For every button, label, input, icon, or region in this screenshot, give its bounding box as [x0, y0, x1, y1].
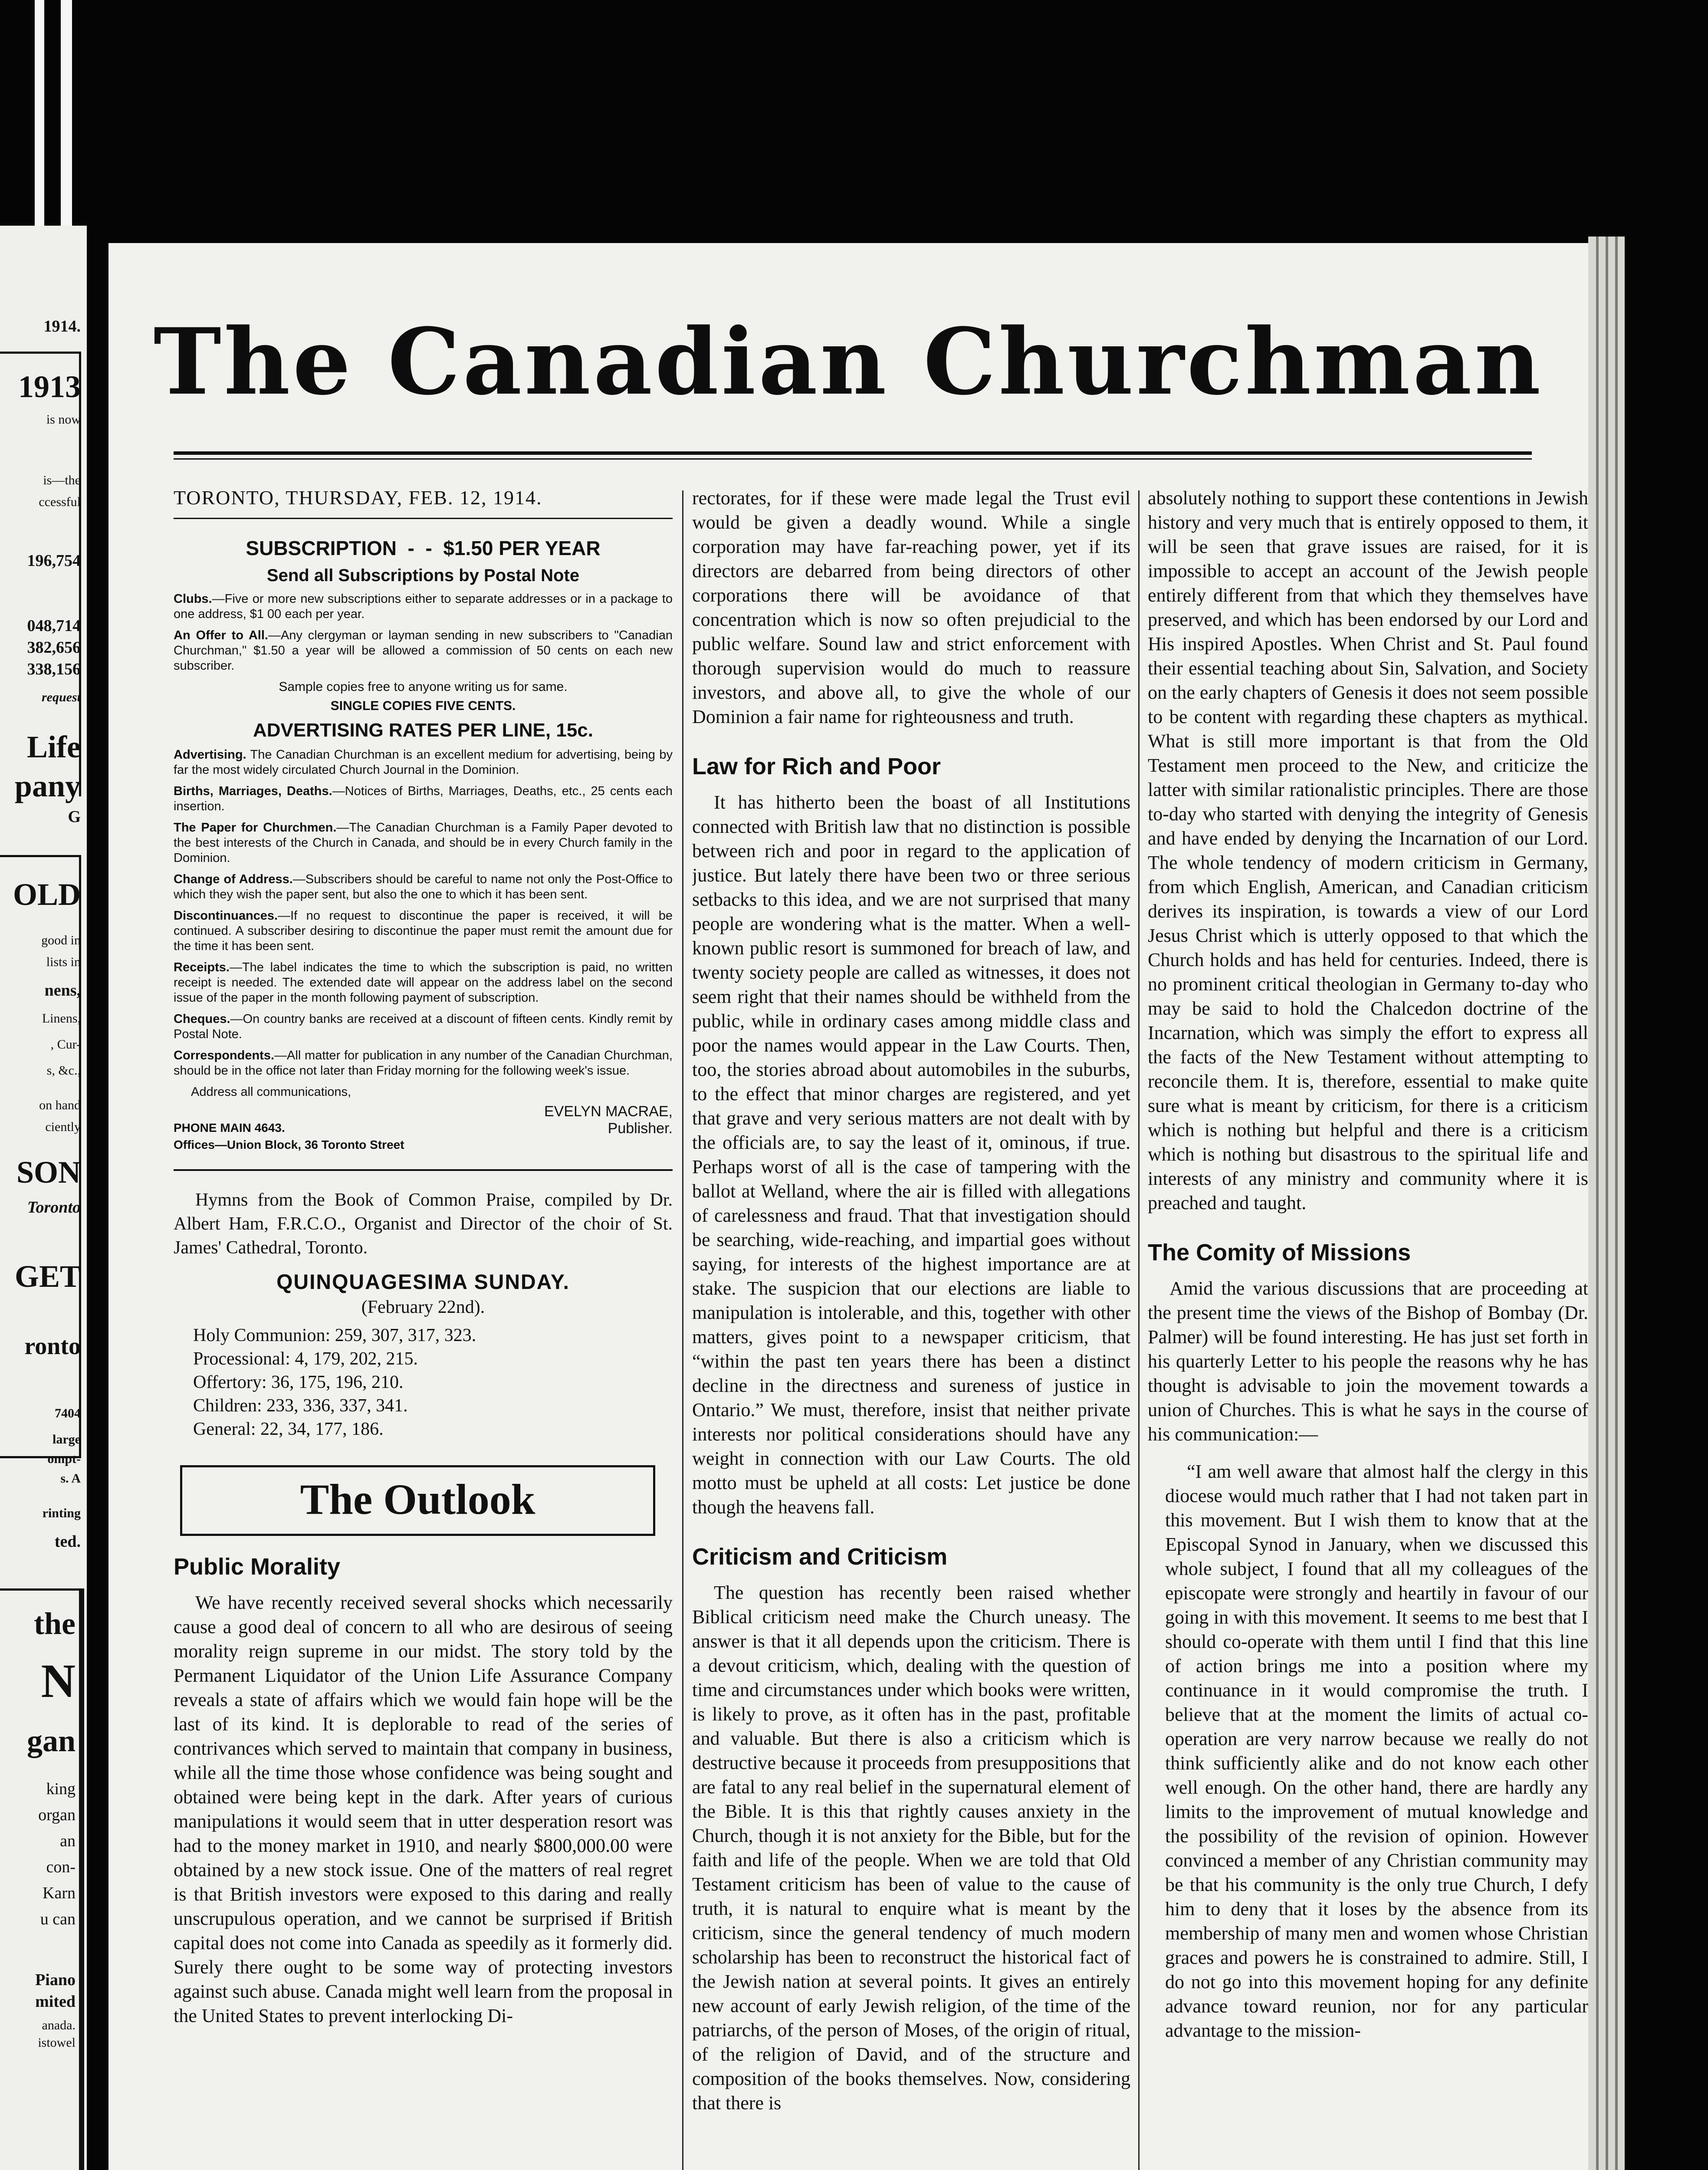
- column-3: [1148, 486, 1588, 2043]
- strip-fragment: 7404: [55, 1406, 81, 1420]
- masthead-title: The Canadian Churchman: [153, 308, 1544, 415]
- offices: Offices—Union Block, 36 Toronto Street: [174, 1138, 404, 1151]
- masthead-rule: [174, 451, 1532, 455]
- address-communications: Address all communications,: [191, 1085, 351, 1099]
- strip-fragment: anada.: [42, 2018, 76, 2032]
- hymn-line: Children: 233, 336, 337, 341.: [193, 1396, 408, 1416]
- address-notice: [174, 872, 673, 902]
- strip-fragment: ciently: [45, 1120, 81, 1134]
- strip-fragment: is now: [46, 412, 81, 427]
- article-paragraph: It has hitherto been the boast of all Institutions connected with British law that no distinction is possible between rich and poor in regard to the application of justice. But lately there have been two or three serious setbacks to this idea, and we are not surprised that many people are wondering what is the matter. When a well-known public resort is summoned for breach of law, and twenty society people are called as witnesses, it does not seem right that their names should be withheld from the public, while in ordinary cases among middle class and poor the names would appear in the Law Courts. Then, too, the stories abroad about automobiles in the suburbs, to the effect that minor charges are registered, and yet that grave and very serious matters are not dealt with by the officials are, to say the least of it, ominous, if true. Perhaps worst of all is the case of tampering with the ballot at Welland, where the air is filled with allegations of carelessness and fraud. That that investigation should be searching, wide-reaching, and impartial goes without saying, for interests of the highest importance are at stake. The suspicion that our elections are liable to manipulation is intolerable, and this, together with other matters, gives point to a newspaper criticism, that “within the past ten years there has been a distinct decline in the directness and sureness of justice in Ontario.” We must, therefore, insist that neither private interests nor political considerations should have any weight in connection with our Law Courts. The old motto must be upheld at all costs: Let justice be done though the heavens fall.: [692, 792, 1130, 1518]
- notice-text: —Subscribers should be careful to name not only the Post-Office to which they wish the paper sent, but also the one to which it has been sent.: [174, 872, 673, 901]
- section-heading: Criticism and Criticism: [692, 1544, 948, 1570]
- strip-fragment: G: [68, 808, 81, 826]
- notice-text: —Any clergyman or layman sending in new subscribers to "Canadian Churchman," $1.50 a year will be allowed a commission of 50 cents on each new subscriber.: [174, 628, 673, 673]
- masthead-rule: [174, 458, 1532, 460]
- publisher-name: EVELYN MACRAE,: [544, 1103, 673, 1120]
- article-body: [692, 1581, 1130, 2115]
- notice-label: Discontinuances.: [174, 909, 278, 923]
- hymn-line: Processional: 4, 179, 202, 215.: [193, 1349, 418, 1369]
- notice-text: —The label indicates the time to which the subscription is paid, no written receipt is needed. The extended date will appear on the address label on the second issue of the paper in the month following payment of subscription.: [174, 960, 673, 1005]
- notice-text: —The Canadian Churchman is a Family Paper devoted to the best interests of the Church in Canada, and should be in every Church family in the Dominion.: [174, 821, 673, 865]
- strip-fragment: con-: [46, 1858, 76, 1876]
- single-copies: SINGLE COPIES FIVE CENTS.: [330, 699, 516, 713]
- clubs-notice: [174, 592, 673, 622]
- strip-fragment: pany: [14, 769, 81, 803]
- strip-fragment: is—the: [43, 473, 81, 487]
- notice-text: —On country banks are received at a discount of fifteen cents. Kindly remit by Postal Note.: [174, 1012, 673, 1041]
- hymns-intro: Hymns from the Book of Common Praise, compiled by Dr. Albert Ham, F.R.C.O., Organist and Director of the choir of St. James' Cathedral, Toronto.: [174, 1190, 673, 1258]
- strip-fragment: , Cur-: [50, 1037, 81, 1052]
- strip-fragment: lists in: [46, 955, 81, 969]
- notice-label: Clubs.: [174, 592, 212, 606]
- strip-fragment: s, &c.,: [46, 1063, 81, 1078]
- sunday-title: QUINQUAGESIMA SUNDAY.: [276, 1271, 570, 1294]
- strip-fragment: rinting: [42, 1506, 81, 1520]
- notice-text: —Five or more new subscriptions either to separate addresses or in a package to one address, $1 00 each per year.: [174, 592, 673, 621]
- strip-fragment: 382,656: [27, 638, 81, 657]
- strip-fragment: the: [34, 1606, 76, 1641]
- strip-fragment: Toronto: [27, 1198, 81, 1217]
- phone-row: [174, 1120, 673, 1137]
- offer-notice: [174, 628, 673, 674]
- newspaper-page: [108, 243, 1588, 2170]
- strip-fragment: istowel: [38, 2035, 76, 2050]
- article-body: [692, 790, 1130, 1519]
- strip-fragment: 338,156: [27, 660, 81, 678]
- dateline: TORONTO, THURSDAY, FEB. 12, 1914.: [174, 486, 673, 519]
- strip-fragment: s. A: [60, 1471, 81, 1486]
- strip-fragment: gan: [26, 1723, 76, 1758]
- section-rule: [174, 1169, 673, 1171]
- notice-label: Births, Marriages, Deaths.: [174, 784, 332, 798]
- notice-label: An Offer to All.: [174, 628, 268, 642]
- correspondents-notice: [174, 1048, 673, 1078]
- strip-fragment: Karn: [43, 1884, 76, 1902]
- advertising-rates: ADVERTISING RATES PER LINE, 15c.: [253, 720, 593, 741]
- cheques-notice: [174, 1012, 673, 1042]
- notice-text: —All matter for publication in any number of the Canadian Churchman, should be in the office not later than Friday morning for the following week's issue.: [174, 1049, 673, 1078]
- column-2: [692, 486, 1130, 2115]
- notice-label: Cheques.: [174, 1012, 230, 1026]
- strip-fragment: king: [46, 1780, 76, 1798]
- outlook-heading: The Outlook: [180, 1465, 655, 1536]
- column-1: [174, 486, 673, 2028]
- section-heading: Law for Rich and Poor: [692, 753, 941, 779]
- advertising-notice: [174, 747, 673, 778]
- phone: PHONE MAIN 4643.: [174, 1121, 285, 1134]
- strip-fragment: GET: [14, 1259, 81, 1294]
- strip-fragment: 196,754: [27, 552, 81, 570]
- strip-fragment: 1914.: [43, 317, 81, 335]
- hymn-line: Offertory: 36, 175, 196, 210.: [193, 1372, 404, 1392]
- strip-fragment: SON: [16, 1155, 81, 1190]
- strip-fragment: ccessful: [39, 495, 81, 509]
- article-paragraph: We have recently received several shocks which necessarily cause a good deal of concern to all who are desirous of seeing morality reign supreme in our midst. The story told by the Permanent Liquidator of the Union Life Assurance Company reveals a state of affairs which we would fain hope will be the last of its kind. It is deplorable to read of the series of contrivances which served to maintain that company in business, while all the time those whose confidence was being sought and obtained were being kept in the dark. After years of curious manipulations it would seem that in utter desperation resort was had to the money market in 1910, and nearly $800,000.00 were obtained by a new stock issue. One of the matters of real regret is that British investors were exposed to this daring and really unscrupulous operation, and we cannot be surprised if British capital does not come into Canada as speedily as it formerly did. Surely there ought to be some way of protecting investors against such abuse. Canada might well learn from the proposal in the United States to prevent interlocking Di-: [174, 1592, 673, 2026]
- strip-fragment: mited: [35, 1992, 76, 2011]
- discontinuance-notice: [174, 908, 673, 954]
- strip-fragment: ted.: [54, 1532, 81, 1551]
- subscription-price: SUBSCRIPTION - - $1.50 PER YEAR: [246, 537, 601, 559]
- strip-fragment: good in: [41, 933, 81, 947]
- strip-fragment: OLD: [13, 877, 81, 912]
- book-edge: [1588, 237, 1625, 2170]
- strip-fragment: ronto: [24, 1333, 81, 1360]
- strip-fragment: ompt-: [47, 1452, 81, 1466]
- article-body: [174, 1591, 673, 2028]
- sunday-date: (February 22nd).: [361, 1297, 485, 1317]
- births-notice: [174, 784, 673, 814]
- sample-copies: Sample copies free to anyone writing us for same.: [279, 680, 568, 694]
- strip-fragment: 048,714: [27, 617, 81, 635]
- article-body: [1148, 1276, 1588, 2043]
- strip-fragment: organ: [38, 1806, 76, 1824]
- notice-label: Correspondents.: [174, 1049, 275, 1062]
- strip-fragment: request: [42, 690, 81, 704]
- send-subscriptions: Send all Subscriptions by Postal Note: [266, 566, 580, 585]
- receipts-notice: [174, 960, 673, 1006]
- strip-fragment: Life: [27, 730, 81, 764]
- quotation: “I am well aware that almost half the clergy in this diocese would much rather that I had not taken part in this movement. But I wish them to know that at the Episcopal Synod in January, when we discussed this whole subject, I found that all my colleagues of the episcopate were strongly and heartily in favour of our going in with this movement. It seems to me best that I should co-operate with them until I find that this line of action brings me into a position where my continuance in it would compromise the truth. I believe that at the moment the limits of actual co-operation are very narrow because we really do not think sufficiently alike and do not know each other well enough. On the other hand, there are hardly any limits to the improvement of mutual knowledge and the possibility of the revision of opinion. However convinced a member of any Christian community may be that his community is the only true Church, I defy him to deny that it loses by the absence from its membership of many men and women whose Christian graces and powers he is constrained to admire. Still, I do not go into this movement hoping for any definite advance toward reunion, nor for any particular advantage to the mission-: [1165, 1461, 1588, 2041]
- paper-notice: [174, 820, 673, 866]
- notice-label: Change of Address.: [174, 872, 293, 886]
- notice-label: Receipts.: [174, 960, 230, 974]
- article-paragraph: absolutely nothing to support these contentions in Jewish history and very much that is entirely opposed to them, it will be seen that grave issues are raised, for it is impossible to accept an account of the Jewish people entirely different from that which they themselves have preserved, and which has been endorsed by our Lord and His inspired Apostles. When Christ and St. Paul found their essential teaching about Sin, Salvation, and Society on the early chapters of Genesis it does not seem possible to be content with regarding these chapters as mythical. What is still more important is that from the Old Testament men proceed to the New, and criticize the latter with similar rationalistic principles. There are those to-day who started with denying the integrity of Genesis and have ended by denying the Incarnation of our Lord. The whole tendency of modern criticism in Germany, from which English, American, and Canadian criticism derives its inspiration, is towards a view of our Lord Jesus Christ which is utterly opposed to that which the Church holds and has held for centuries. Indeed, there is no prominent critical theologian in Germany to-day who may be said to hold the Chalcedon doctrine of the Incarnation, which was simply the effort to express all the facts of the New Testament without attempting to reconcile them. It is, therefore, essential to make quite sure what is meant by criticism, for there is a criticism which is nothing but helpful and there is a criticism which is nothing but disastrous to the spiritual life and interests of any ministry and community where it is preached and taught.: [1148, 487, 1588, 1213]
- strip-fragment: Linens,: [42, 1011, 81, 1026]
- adjacent-page-fragment: [0, 226, 87, 2170]
- strip-fragment: N: [41, 1654, 76, 1707]
- section-heading: The Comity of Missions: [1148, 1240, 1411, 1266]
- notice-label: Advertising.: [174, 748, 246, 762]
- notice-label: The Paper for Churchmen.: [174, 821, 337, 835]
- strip-fragment: u can: [40, 1910, 76, 1928]
- article-body: [692, 486, 1130, 729]
- column-rule: [682, 490, 683, 2170]
- publisher-label: Publisher.: [608, 1120, 673, 1137]
- article-body: [1148, 486, 1588, 1215]
- notice-text: —If no request to discontinue the paper is received, it will be continued. A subscriber desiring to discontinue the paper must remit the amount due for the time it has been sent.: [174, 909, 673, 953]
- strip-fragment: large: [53, 1432, 81, 1447]
- section-heading: Public Morality: [174, 1554, 341, 1580]
- strip-fragment: on hand: [39, 1098, 81, 1112]
- article-paragraph: rectorates, for if these were made legal the Trust evil would be given a deadly wound. While a single corporation may have far-reaching power, yet if its directors are debarred from being directors of other corporations there will be avoidance of that concentration which is now so often prejudicial to the public welfare. Sound law and strict enforcement with thorough supervision would do much to reassure investors, and above all, to give the whole of our Dominion a fair name for righteousness and truth.: [692, 487, 1130, 727]
- notice-text: —Notices of Births, Marriages, Deaths, etc., 25 cents each insertion.: [174, 784, 673, 813]
- strip-fragment: nens,: [44, 981, 81, 1000]
- strip-fragment: 1913: [18, 369, 81, 404]
- column-rule: [1138, 490, 1140, 2170]
- article-paragraph: Amid the various discussions that are proceeding at the present time the views of the Bishop of Bombay (Dr. Palmer) will be found interesting. He has just set forth in his quarterly Letter to his people the reasons why he has thought is advisable to join the movement towards a union of Churches. This is what he says in the course of his communication:—: [1148, 1278, 1588, 1445]
- strip-fragment: Piano: [35, 1971, 76, 1989]
- notice-text: The Canadian Churchman is an excellent medium for advertising, being by far the most widely circulated Church Journal in the Dominion.: [174, 748, 673, 777]
- hymn-line: Holy Communion: 259, 307, 317, 323.: [193, 1325, 476, 1345]
- hymn-line: General: 22, 34, 177, 186.: [193, 1419, 384, 1439]
- strip-fragment: an: [60, 1832, 76, 1850]
- article-paragraph: The question has recently been raised whether Biblical criticism need make the Church uneasy. The answer is that it all depends upon the criticism. There is a devout criticism, which, dealing with the question of time and circumstances under which books were written, is likely to prove, as it often has in the past, profitable and valuable. But there is also a criticism which is destructive because it proceeds from presuppositions that are fatal to any real belief in the supernatural element of the Bible. It is this that rightly causes anxiety in the Church, though it is not anxiety for the Bible, but for the faith and life of the people. When we are told that Old Testament criticism has been of value to the cause of truth, it is natural to enquire what is meant by the criticism, since the general tendency of much modern scholarship has been to reconstruct the historical fact of the Jewish nation at several points. It gives an entirely new account of early Jewish religion, of the time of the patriarchs, of the person of Moses, of the origin of ritual, of the religion of David, and of the structure and composition of the books themselves. Now, considering that there is: [692, 1582, 1130, 2114]
